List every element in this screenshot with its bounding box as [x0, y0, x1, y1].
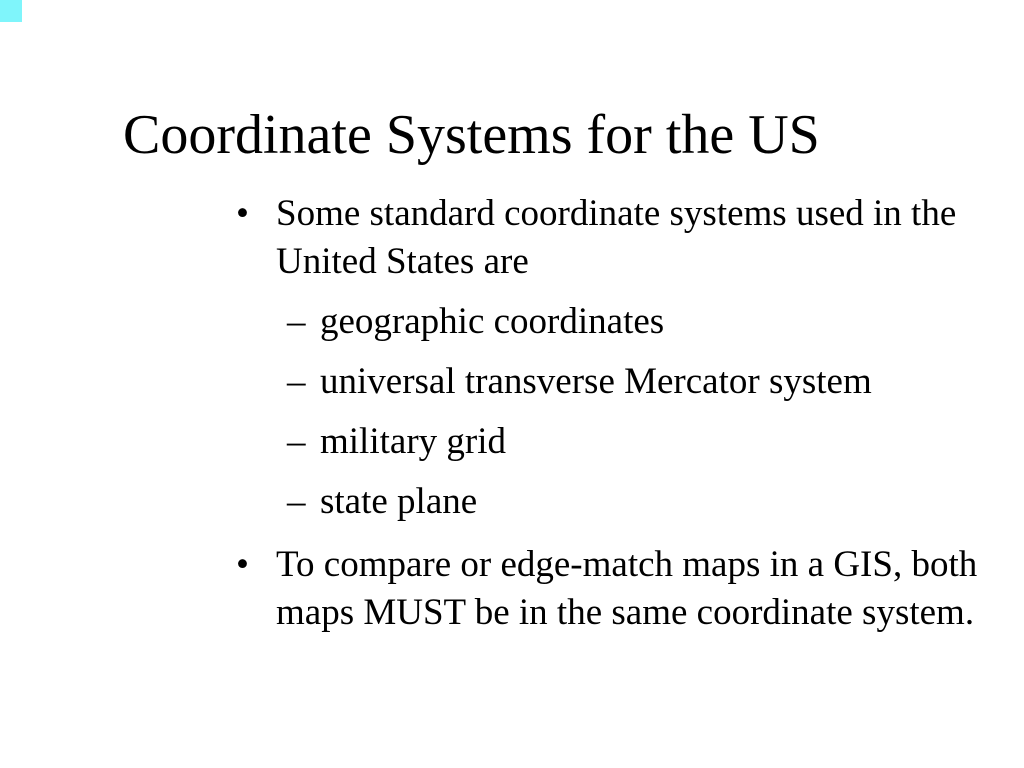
- bullet-item: [236, 190, 1006, 526]
- sub-bullet-item: [287, 418, 1006, 466]
- dash-icon: –: [287, 301, 306, 342]
- sub-bullet-text: geographic coordinates: [320, 301, 665, 342]
- dash-icon: –: [287, 481, 306, 522]
- corner-marker: [0, 0, 22, 22]
- bullet-icon: •: [236, 193, 249, 234]
- sub-bullet-text: military grid: [320, 421, 506, 462]
- sub-bullet-item: [287, 358, 1006, 406]
- sub-bullet-text: universal transverse Mercator system: [320, 361, 872, 402]
- sub-bullet-item: [287, 478, 1006, 526]
- slide-title: Coordinate Systems for the US: [123, 104, 820, 166]
- sub-bullet-text: state plane: [320, 481, 478, 522]
- bullet-list: [236, 190, 1006, 637]
- sub-bullet-list: [287, 298, 1006, 526]
- bullet-text: To compare or edge-match maps in a GIS, both maps MUST be in the same coordinate system.: [276, 544, 978, 633]
- dash-icon: –: [287, 361, 306, 402]
- bullet-text: Some standard coordinate systems used in the United States are: [276, 193, 957, 282]
- bullet-item: [236, 541, 1006, 637]
- dash-icon: –: [287, 421, 306, 462]
- sub-bullet-item: [287, 298, 1006, 346]
- bullet-icon: •: [236, 544, 249, 585]
